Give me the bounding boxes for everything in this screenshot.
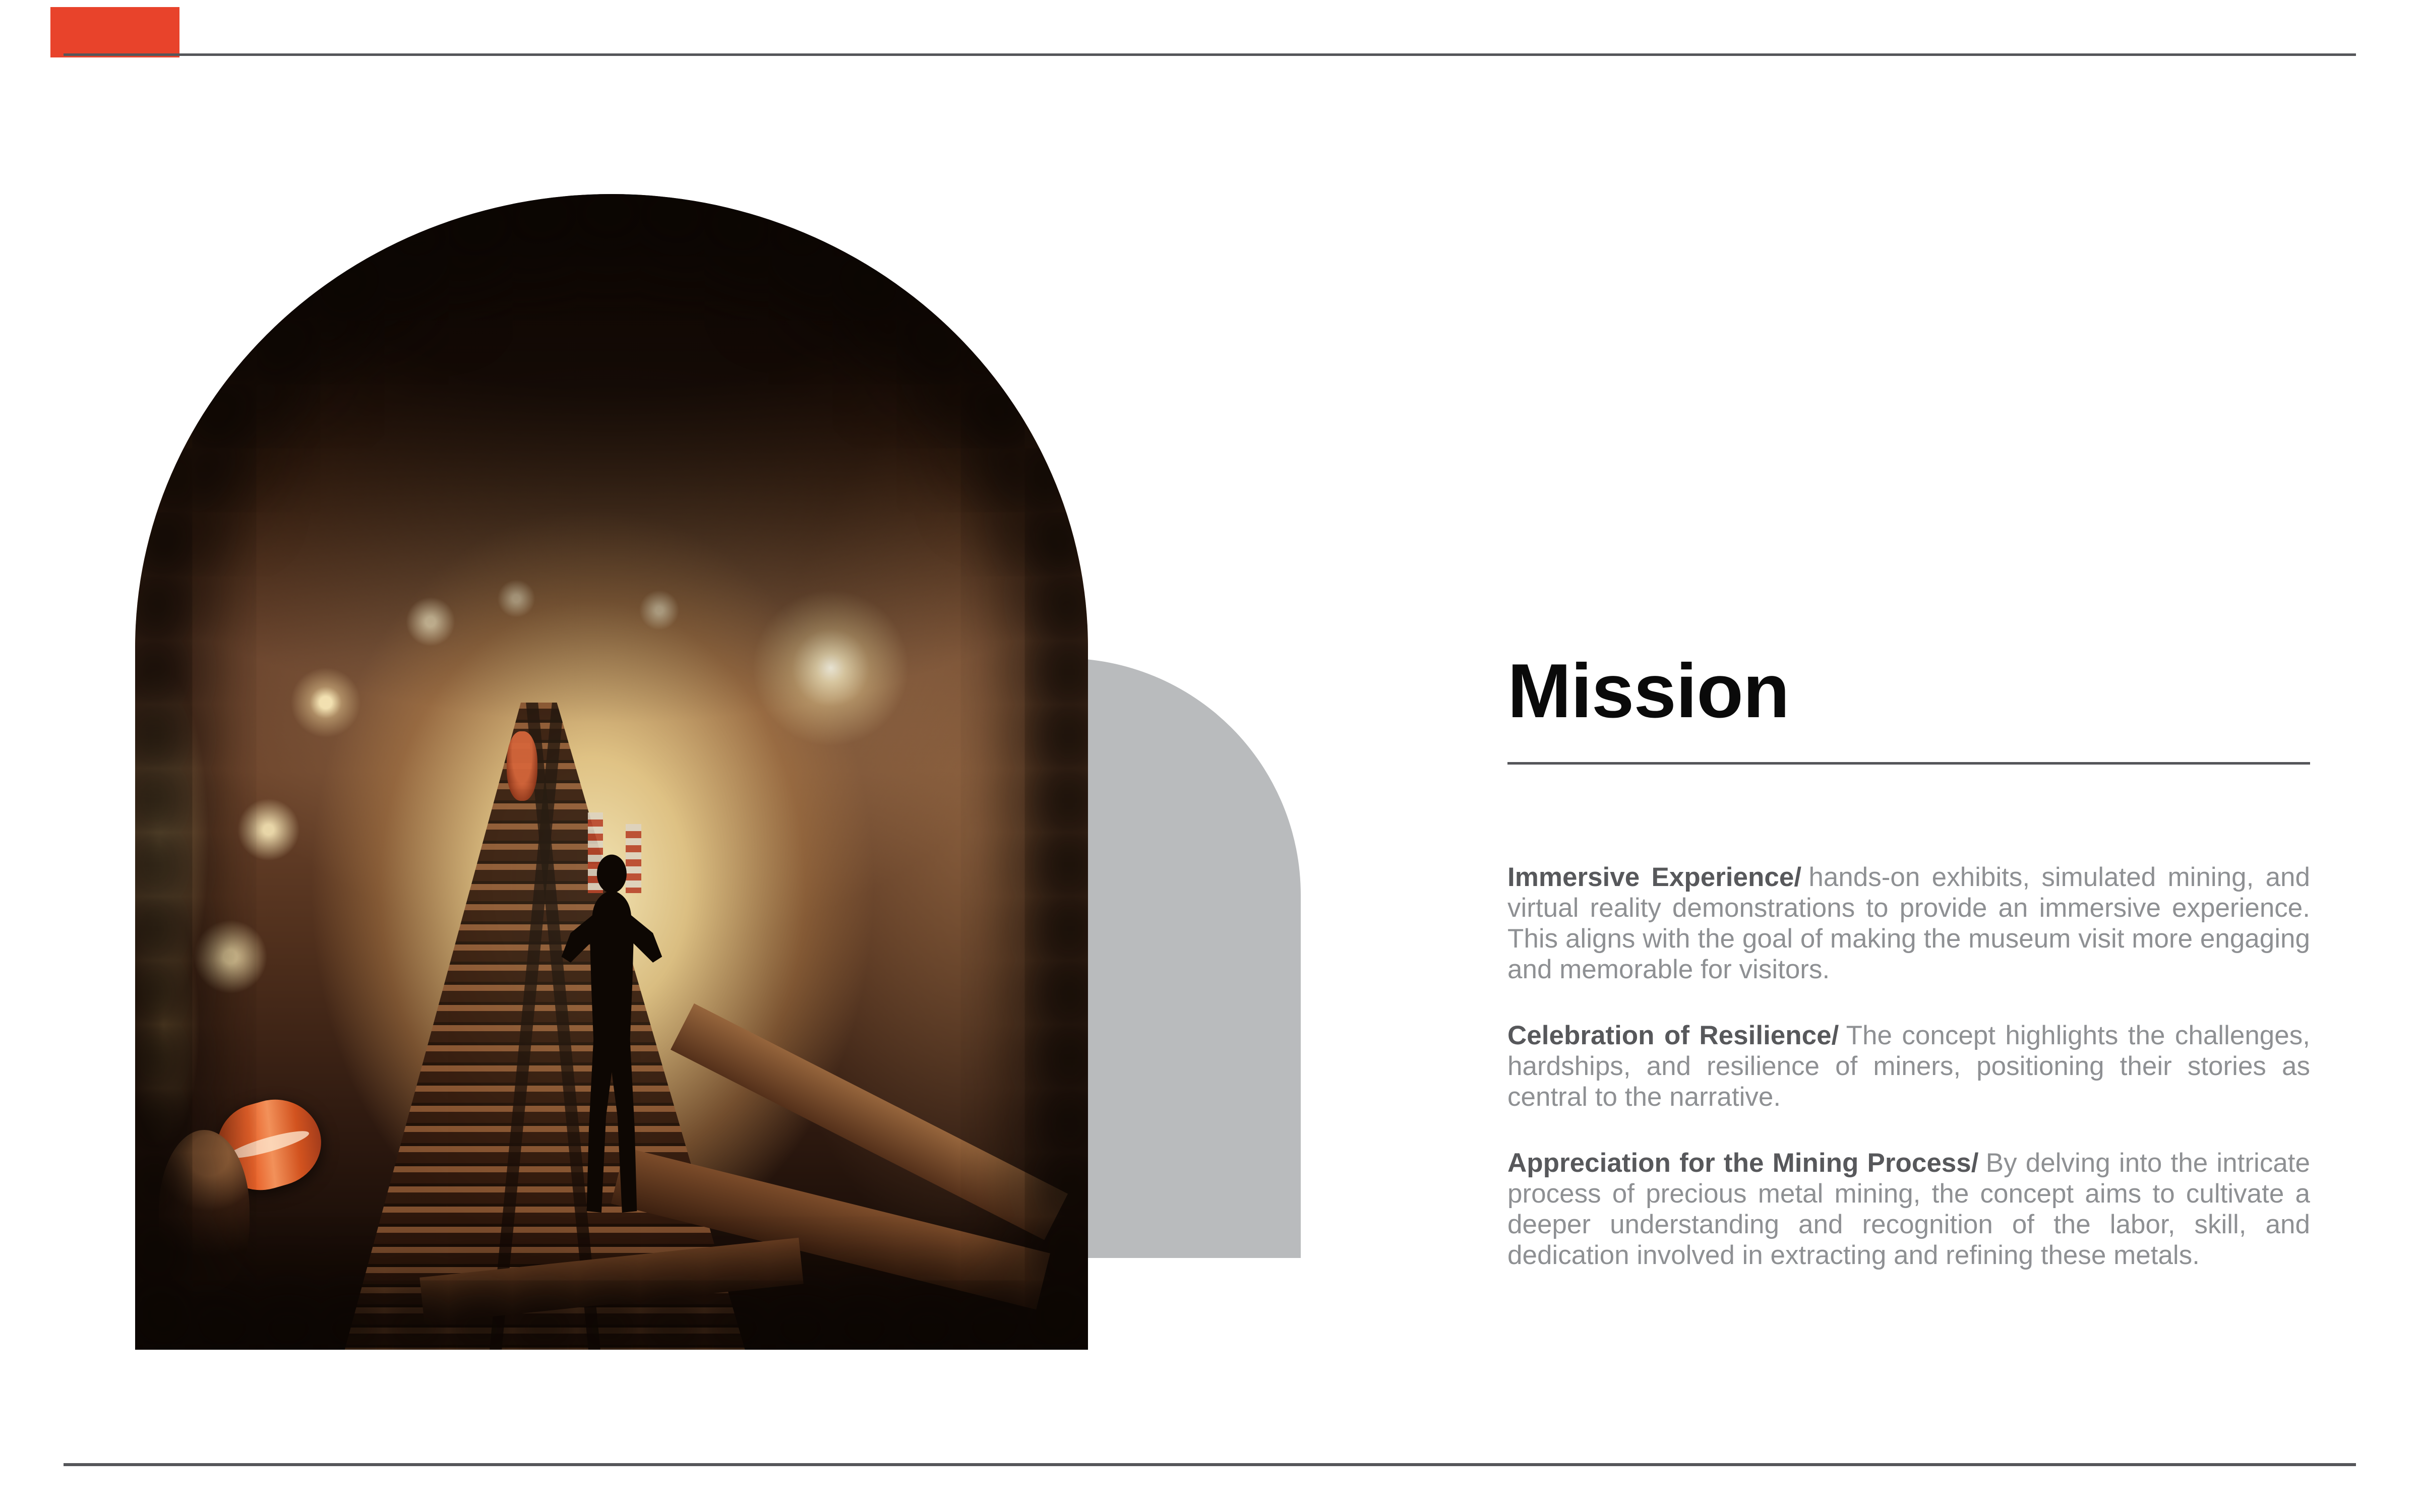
paragraph-body: hands-on exhibits, simulated mining, and virtual reality demonstrations to provide an immersive experience. This aligns with the goal of making the museum visit more engaging and memorable for visitors. bbox=[1507, 862, 2310, 984]
miner-silhouette bbox=[555, 847, 669, 1217]
title-rule bbox=[1507, 762, 2310, 765]
wood-plank bbox=[611, 1147, 1050, 1309]
mine-tunnel-photo bbox=[135, 194, 1088, 1350]
paragraph-body: By delving into the intricate process of precious metal mining, the concept aims to cultivate a deeper understanding and recognition of the labor, skill, and dedication involved in extracting and refining these metals. bbox=[1507, 1148, 2310, 1270]
striped-post bbox=[626, 824, 641, 894]
paragraph-lead: Immersive Experience/ bbox=[1507, 862, 1802, 892]
page-title: Mission bbox=[1507, 648, 1789, 734]
bottom-rule bbox=[64, 1463, 2356, 1466]
mission-section bbox=[1507, 648, 2310, 1271]
top-rule bbox=[64, 53, 2356, 56]
wood-plank bbox=[419, 1237, 803, 1323]
paragraph-appreciation-mining-process bbox=[1507, 1148, 2310, 1271]
paragraph-immersive-experience bbox=[1507, 862, 2310, 985]
distant-worker bbox=[507, 731, 537, 801]
mission-paragraphs bbox=[1507, 862, 2310, 1271]
paragraph-body: The concept highlights the challenges, hardships, and resilience of miners, positioning their stories as central to the narrative. bbox=[1507, 1021, 2310, 1112]
rail-track bbox=[345, 703, 745, 1350]
paragraph-lead: Appreciation for the Mining Process/ bbox=[1507, 1148, 1979, 1178]
crouching-worker bbox=[159, 1130, 250, 1292]
brand-accent-mark bbox=[50, 7, 179, 57]
striped-post bbox=[588, 812, 603, 894]
paragraph-lead: Celebration of Resilience/ bbox=[1507, 1021, 1839, 1050]
paragraph-celebration-of-resilience bbox=[1507, 1020, 2310, 1112]
orange-barrel bbox=[206, 1089, 331, 1201]
wood-plank bbox=[670, 1003, 1067, 1239]
